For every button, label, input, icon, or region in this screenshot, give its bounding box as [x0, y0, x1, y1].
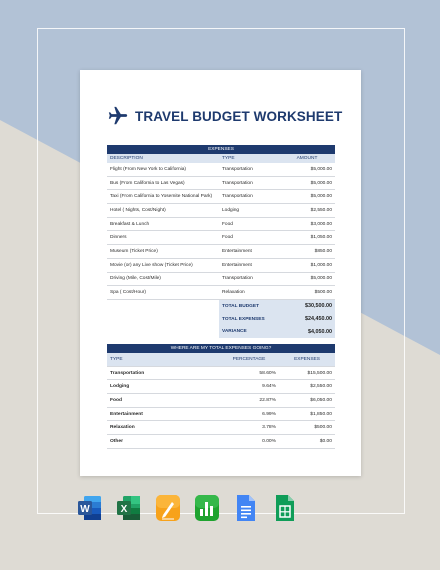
description-cell: Dinners — [107, 231, 219, 245]
total-label: TOTAL EXPENSES — [219, 313, 279, 326]
table-row — [107, 407, 335, 421]
description-cell: Museum (Ticket Price) — [107, 245, 219, 259]
type-cell: Food — [219, 231, 279, 245]
description-cell: Bus (From California to Las Vegas) — [107, 176, 219, 190]
description-cell: Driving (Mile, Cost/Mile) — [107, 272, 219, 286]
google-sheets-icon[interactable] — [272, 494, 298, 522]
total-expenses-row — [107, 313, 335, 326]
variance-row — [107, 325, 335, 338]
expenses-cell: $15,500.00 — [279, 366, 335, 380]
amount-cell: $5,000.00 — [279, 163, 335, 176]
column-header: EXPENSES — [279, 353, 335, 366]
column-header: TYPE — [219, 154, 279, 163]
svg-text:X: X — [120, 504, 128, 515]
total-value: $30,500.00 — [279, 299, 335, 312]
table-row — [107, 286, 335, 300]
description-cell: Breakfast & Lunch — [107, 217, 219, 231]
type-cell: Other — [107, 435, 219, 449]
expenses-cell: $0.00 — [279, 435, 335, 449]
type-cell: Entertainment — [107, 407, 219, 421]
svg-text:W: W — [80, 504, 90, 515]
airplane-icon — [107, 105, 129, 127]
column-header: TYPE — [107, 353, 219, 366]
percentage-cell: 0.00% — [219, 435, 279, 449]
expenses-table — [107, 145, 335, 338]
amount-cell: $1,050.00 — [279, 231, 335, 245]
table-row — [107, 190, 335, 204]
expenses-cell: $1,850.00 — [279, 407, 335, 421]
type-cell: Relaxation — [107, 421, 219, 435]
expenses-cell: $500.00 — [279, 421, 335, 435]
table-row — [107, 380, 335, 394]
type-cell: Food — [219, 217, 279, 231]
document-page — [80, 70, 361, 476]
table-row — [107, 258, 335, 272]
table-row — [107, 272, 335, 286]
expenses-cell: $6,050.00 — [279, 394, 335, 408]
type-cell: Transportation — [219, 190, 279, 204]
amount-cell: $1,000.00 — [279, 258, 335, 272]
type-cell: Transportation — [107, 366, 219, 380]
total-budget-row — [107, 299, 335, 312]
total-value: $4,050.00 — [279, 325, 335, 338]
word-icon[interactable] — [77, 494, 103, 522]
table-row — [107, 217, 335, 231]
description-cell: Spa ( Cost/Hour) — [107, 286, 219, 300]
table-row — [107, 366, 335, 380]
total-value: $24,450.00 — [279, 313, 335, 326]
table-row — [107, 421, 335, 435]
column-header: AMOUNT — [279, 154, 335, 163]
expenses-column-headers — [107, 154, 335, 163]
column-header: PERCENTAGE — [219, 353, 279, 366]
type-cell: Lodging — [219, 204, 279, 218]
type-cell: Transportation — [219, 163, 279, 176]
amount-cell: $2,550.00 — [279, 204, 335, 218]
type-cell: Relaxation — [219, 286, 279, 300]
amount-cell: $5,000.00 — [279, 272, 335, 286]
total-label: VARIANCE — [219, 325, 279, 338]
amount-cell: $5,000.00 — [279, 176, 335, 190]
google-docs-icon[interactable] — [233, 494, 259, 522]
type-cell: Lodging — [107, 380, 219, 394]
description-cell: Hotel ( Nights, Cost/Night) — [107, 204, 219, 218]
percentage-cell: 58.60% — [219, 366, 279, 380]
table-row — [107, 176, 335, 190]
description-cell: Taxi (From California to Yosemite National Park) — [107, 190, 219, 204]
amount-cell: $500.00 — [279, 286, 335, 300]
table-row — [107, 231, 335, 245]
type-cell: Food — [107, 394, 219, 408]
title-row — [107, 101, 342, 131]
percentage-cell: 22.87% — [219, 394, 279, 408]
percentage-cell: 6.99% — [219, 407, 279, 421]
expense-summary-table — [107, 344, 335, 449]
numbers-icon[interactable] — [194, 494, 220, 522]
column-header: DESCRIPTION — [107, 154, 219, 163]
percentage-cell: 9.64% — [219, 380, 279, 394]
document-title: TRAVEL BUDGET WORKSHEET — [135, 108, 343, 124]
table-row — [107, 394, 335, 408]
total-label: TOTAL BUDGET — [219, 299, 279, 312]
table-row — [107, 163, 335, 176]
type-cell: Entertainment — [219, 258, 279, 272]
summary-column-headers — [107, 353, 335, 366]
type-cell: Transportation — [219, 176, 279, 190]
amount-cell: $5,000.00 — [279, 190, 335, 204]
amount-cell: $850.00 — [279, 245, 335, 259]
summary-header: WHERE ARE MY TOTAL EXPENSES GOING? — [107, 344, 335, 353]
table-row — [107, 435, 335, 449]
type-cell: Entertainment — [219, 245, 279, 259]
amount-cell: $3,000.00 — [279, 217, 335, 231]
table-row — [107, 204, 335, 218]
format-icons-row — [77, 494, 367, 524]
percentage-cell: 3.78% — [219, 421, 279, 435]
table-row — [107, 245, 335, 259]
expenses-header: EXPENSES — [107, 145, 335, 154]
description-cell: Flight (From New York to California) — [107, 163, 219, 176]
pages-icon[interactable] — [155, 494, 181, 522]
expenses-cell: $2,550.00 — [279, 380, 335, 394]
type-cell: Transportation — [219, 272, 279, 286]
description-cell: Movie (or) any Live show (Ticket Price) — [107, 258, 219, 272]
excel-icon[interactable] — [116, 494, 142, 522]
